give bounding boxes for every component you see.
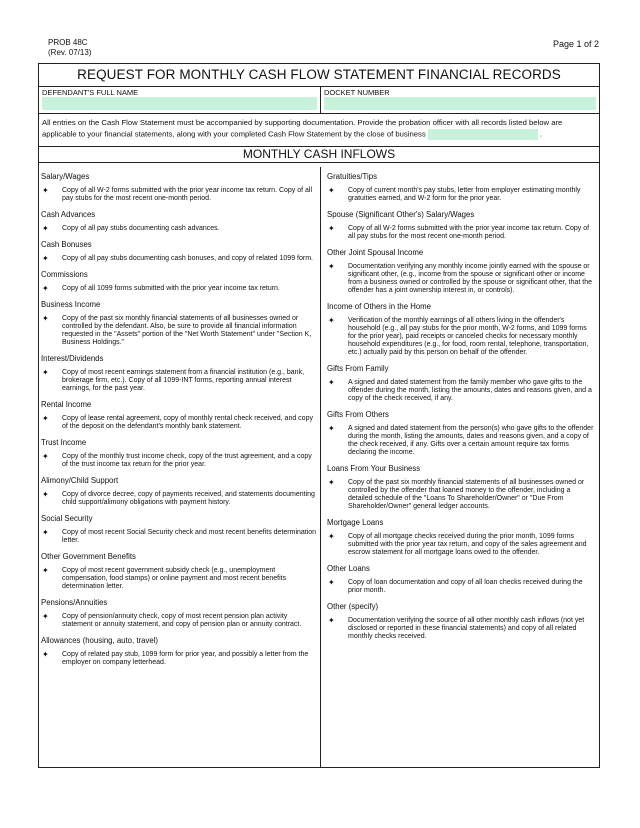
list-item bbox=[327, 579, 596, 595]
defendant-name-input[interactable] bbox=[42, 97, 317, 110]
defendant-name-label: DEFENDANT'S FULL NAME bbox=[42, 88, 139, 97]
item-text: Copy of most recent Social Security check and most recent benefits determination letter. bbox=[62, 529, 317, 544]
form-frame bbox=[38, 63, 600, 768]
category-heading: Other Loans bbox=[327, 564, 370, 573]
category-heading: Rental Income bbox=[41, 400, 92, 409]
category-heading: Cash Advances bbox=[41, 210, 96, 219]
form-title: REQUEST FOR MONTHLY CASH FLOW STATEMENT FINANCIAL RECORDS bbox=[39, 64, 599, 87]
star-bullet-icon: ✦ bbox=[42, 490, 49, 499]
instructions-text: All entries on the Cash Flow Statement must be accompanied by supporting documentation. Provide the probation officer with all records listed below are applicable to your financial statements, along with your completed Cash Flow Statement by the close of business bbox=[42, 118, 563, 139]
close-of-business-date-input[interactable] bbox=[428, 129, 538, 140]
item-text: Verification of the monthly earnings of all others living in the offender's household (e.g., all pay stubs for the prior month, W-2 forms, and 1099 forms for the prior year), paid receipts or canceled checks for necessary monthly household expenditures (e.g., for food, room rental, telephone, transportation, etc.) actually paid by this person on behalf of the offender. bbox=[348, 317, 589, 356]
category-heading: Mortgage Loans bbox=[327, 518, 384, 527]
category-heading: Social Security bbox=[41, 514, 93, 523]
star-bullet-icon: ✦ bbox=[328, 262, 335, 271]
docket-number-label: DOCKET NUMBER bbox=[324, 88, 390, 97]
list-item bbox=[41, 453, 317, 469]
category-heading: Cash Bonuses bbox=[41, 240, 92, 249]
category-heading: Income of Others in the Home bbox=[327, 302, 432, 311]
item-text: Copy of loan documentation and copy of all loan checks received during the prior month. bbox=[348, 579, 583, 594]
category-heading: Other Government Benefits bbox=[41, 552, 136, 561]
star-bullet-icon: ✦ bbox=[328, 378, 335, 387]
left-column bbox=[39, 167, 321, 767]
instructions-end: . bbox=[539, 129, 542, 139]
page-number: Page 1 of 2 bbox=[552, 39, 599, 49]
item-text: Copy of most recent earnings statement from a financial institution (e.g., bank, brokerage firm, etc.). Copy of all 1099-INT forms, reporting annual interest earnings, for the past year. bbox=[62, 369, 305, 392]
star-bullet-icon: ✦ bbox=[42, 224, 49, 233]
star-bullet-icon: ✦ bbox=[328, 616, 335, 625]
list-item bbox=[41, 315, 317, 347]
instructions bbox=[39, 114, 599, 147]
list-item bbox=[41, 285, 317, 293]
category-heading: Spouse (Significant Other's) Salary/Wages bbox=[327, 210, 475, 219]
category-heading: Other (specify) bbox=[327, 602, 379, 611]
list-item bbox=[41, 529, 317, 545]
inflow-columns bbox=[39, 167, 599, 767]
list-item bbox=[41, 491, 317, 507]
category-heading: Commissions bbox=[41, 270, 88, 279]
list-item bbox=[327, 187, 596, 203]
star-bullet-icon: ✦ bbox=[42, 566, 49, 575]
star-bullet-icon: ✦ bbox=[42, 650, 49, 659]
item-text: Copy of all pay stubs documenting cash bonuses, and copy of related 1099 form. bbox=[62, 255, 313, 262]
star-bullet-icon: ✦ bbox=[328, 224, 335, 233]
item-text: Copy of all W-2 forms submitted with the prior year income tax return. Copy of all pay stubs for the most recent one-month period. bbox=[348, 225, 590, 240]
star-bullet-icon: ✦ bbox=[42, 368, 49, 377]
item-text: Copy of the past six monthly financial statements of all businesses owned or controlled by the defendant. Also, be sure to provide all financial information requested in the "Assets" portion of the "Net Worth Statement" under "Section K, Business Holdings." bbox=[62, 315, 312, 346]
category-heading: Other Joint Spousal Income bbox=[327, 248, 424, 257]
list-item bbox=[327, 379, 596, 403]
category-heading: Business Income bbox=[41, 300, 101, 309]
list-item bbox=[327, 317, 596, 357]
form-revision: (Rev. 07/13) bbox=[48, 48, 92, 57]
category-heading: Alimony/Child Support bbox=[41, 476, 119, 485]
defendant-name-field bbox=[39, 87, 321, 113]
category-heading: Allowances (housing, auto, travel) bbox=[41, 636, 159, 645]
identity-fields bbox=[39, 87, 599, 114]
list-item bbox=[327, 263, 596, 295]
docket-number-input[interactable] bbox=[324, 97, 596, 110]
list-item bbox=[41, 369, 317, 393]
category-heading: Trust Income bbox=[41, 438, 87, 447]
star-bullet-icon: ✦ bbox=[328, 532, 335, 541]
list-item bbox=[41, 225, 317, 233]
list-item bbox=[41, 613, 317, 629]
category-heading: Gratuities/Tips bbox=[327, 172, 377, 181]
list-item bbox=[41, 415, 317, 431]
star-bullet-icon: ✦ bbox=[42, 186, 49, 195]
item-text: Documentation verifying the source of all other monthly cash inflows (not yet disclosed or reported in these financial statements) and copy of all related monthly checks received. bbox=[348, 617, 585, 640]
list-item bbox=[327, 425, 596, 457]
star-bullet-icon: ✦ bbox=[328, 316, 335, 325]
star-bullet-icon: ✦ bbox=[42, 254, 49, 263]
item-text: Copy of related pay stub, 1099 form for prior year, and possibly a letter from the employer on company letterhead. bbox=[62, 651, 309, 666]
star-bullet-icon: ✦ bbox=[42, 414, 49, 423]
item-text: A signed and dated statement from the family member who gave gifts to the offender during the month, listing the amounts, dates and reasons given, and a copy of the check received, if any. bbox=[348, 379, 592, 402]
star-bullet-icon: ✦ bbox=[328, 186, 335, 195]
star-bullet-icon: ✦ bbox=[42, 284, 49, 293]
star-bullet-icon: ✦ bbox=[42, 452, 49, 461]
list-item bbox=[41, 567, 317, 591]
category-heading: Interest/Dividends bbox=[41, 354, 104, 363]
item-text: Copy of the past six monthly financial statements of all businesses owned or controlled by the offender that loaned money to the offender, including a detailed schedule of the "Loans To Shareholder/Owner" or "Due From Shareholder/Owner" general ledger accounts. bbox=[348, 479, 585, 510]
list-item bbox=[41, 651, 317, 667]
section-title: MONTHLY CASH INFLOWS bbox=[39, 147, 599, 163]
category-heading: Gifts From Others bbox=[327, 410, 389, 419]
list-item bbox=[327, 617, 596, 641]
item-text: Copy of pension/annuity check, copy of most recent pension plan activity statement or annuity statement, and copy of pension plan or annuity contract. bbox=[62, 613, 302, 628]
list-item bbox=[327, 225, 596, 241]
category-heading: Salary/Wages bbox=[41, 172, 90, 181]
item-text: Copy of all pay stubs documenting cash advances. bbox=[62, 225, 220, 232]
item-text: Copy of all 1099 forms submitted with the prior year income tax return. bbox=[62, 285, 280, 292]
list-item bbox=[41, 187, 317, 203]
docket-number-field bbox=[321, 87, 599, 113]
item-text: Copy of current month's pay stubs, letter from employer estimating monthly gratuities earned, and W-2 form for the prior year. bbox=[348, 187, 581, 202]
item-text: Copy of lease rental agreement, copy of monthly rental check received, and copy of the deposit on the defendant's monthly bank statement. bbox=[62, 415, 313, 430]
item-text: Copy of most recent government subsidy check (e.g., unemployment compensation, food stamps) or online payment and most recent benefits determination letter. bbox=[62, 567, 287, 590]
form-id: PROB 48C bbox=[48, 38, 88, 47]
item-text: A signed and dated statement from the person(s) who gave gifts to the offender during the month, listing the amounts, dates and reasons given, and a copy of the check received, if any. Gifts over a certain amount require tax forms declaring the income. bbox=[348, 425, 594, 456]
item-text: Copy of the monthly trust income check, copy of the trust agreement, and a copy of the trust income tax return for the prior year. bbox=[62, 453, 312, 468]
item-text: Copy of all mortgage checks received during the prior month, 1099 forms submitted with the prior year tax return, and copy of the sales agreement and escrow statement for all mortgage loans owed to the offender. bbox=[348, 533, 587, 556]
list-item bbox=[327, 533, 596, 557]
item-text: Copy of all W-2 forms submitted with the prior year income tax return. Copy of all pay stubs for the most recent one-month period. bbox=[62, 187, 313, 202]
list-item bbox=[327, 479, 596, 511]
star-bullet-icon: ✦ bbox=[42, 528, 49, 537]
category-heading: Pensions/Annuities bbox=[41, 598, 108, 607]
star-bullet-icon: ✦ bbox=[328, 424, 335, 433]
star-bullet-icon: ✦ bbox=[42, 612, 49, 621]
form-identifier bbox=[48, 38, 91, 58]
list-item bbox=[41, 255, 317, 263]
star-bullet-icon: ✦ bbox=[328, 578, 335, 587]
category-heading: Gifts From Family bbox=[327, 364, 389, 373]
star-bullet-icon: ✦ bbox=[42, 314, 49, 323]
item-text: Copy of divorce decree, copy of payments received, and statements documenting child support/alimony obligations with payment history. bbox=[62, 491, 315, 506]
right-column bbox=[321, 167, 599, 767]
category-heading: Loans From Your Business bbox=[327, 464, 421, 473]
item-text: Documentation verifying any monthly income jointly earned with the spouse or significant other, (e.g., income from the spouse or significant other or income from a business owned or controlled by the spouse or significant other, that the offender has a joint ownership interest in, or controls). bbox=[348, 263, 592, 294]
star-bullet-icon: ✦ bbox=[328, 478, 335, 487]
